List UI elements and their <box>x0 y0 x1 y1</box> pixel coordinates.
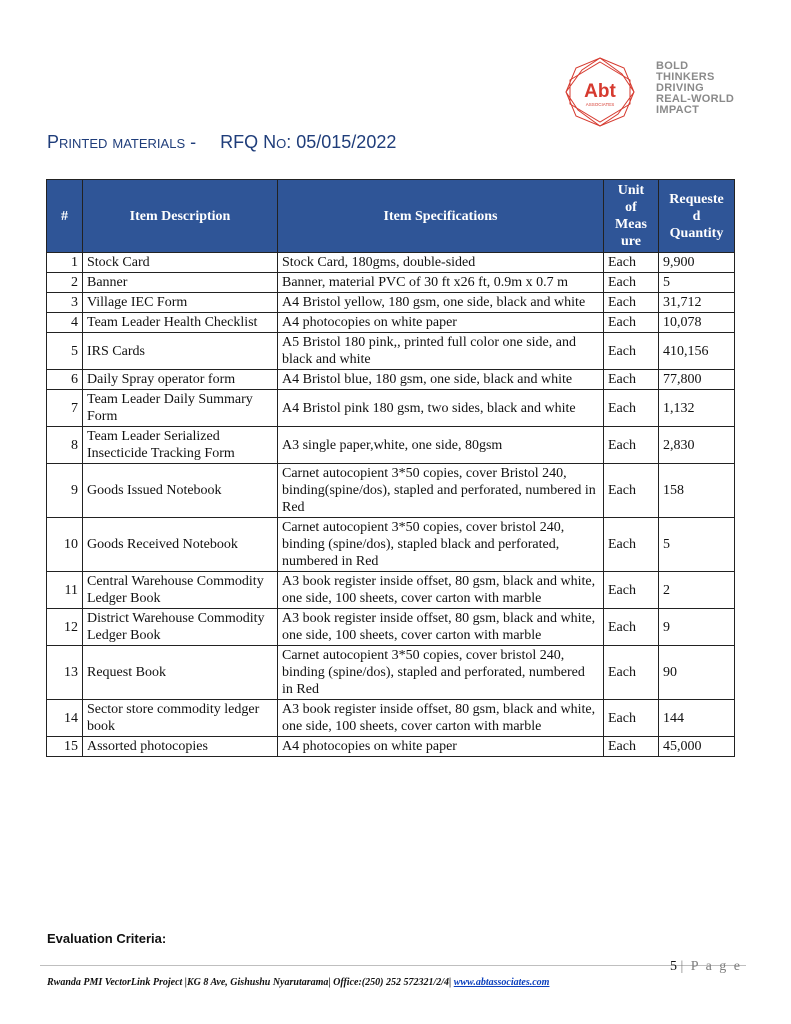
requested-quantity: 1,132 <box>659 390 735 427</box>
tagline: BOLD THINKERS DRIVING REAL-WORLD IMPACT <box>656 60 735 116</box>
item-description: Banner <box>83 273 278 293</box>
unit-of-measure: Each <box>604 390 659 427</box>
table-row <box>47 646 735 700</box>
requested-quantity: 90 <box>659 646 735 700</box>
item-specification: A3 book register inside offset, 80 gsm, black and white, one side, 100 sheets, cover carton with marble <box>278 609 604 646</box>
unit-of-measure: Each <box>604 427 659 464</box>
abt-seal-icon <box>564 56 636 128</box>
unit-of-measure: Each <box>604 572 659 609</box>
row-number: 8 <box>47 427 83 464</box>
item-description: Goods Received Notebook <box>83 518 278 572</box>
item-specification: A5 Bristol 180 pink,, printed full color one side, and black and white <box>278 333 604 370</box>
table-row <box>47 427 735 464</box>
row-number: 14 <box>47 700 83 737</box>
unit-of-measure: Each <box>604 333 659 370</box>
evaluation-criteria-heading: Evaluation Criteria: <box>47 931 167 946</box>
item-specification: A4 Bristol blue, 180 gsm, one side, black and white <box>278 370 604 390</box>
table-row <box>47 700 735 737</box>
item-specification: Carnet autocopient 3*50 copies, cover Bristol 240, binding(spine/dos), stapled and perforated, numbered in Red <box>278 464 604 518</box>
unit-of-measure: Each <box>604 370 659 390</box>
requested-quantity: 158 <box>659 464 735 518</box>
table-row <box>47 253 735 273</box>
item-specification: Stock Card, 180gms, double-sided <box>278 253 604 273</box>
row-number: 15 <box>47 737 83 757</box>
item-specification: A3 book register inside offset, 80 gsm, black and white, one side, 100 sheets, cover carton with marble <box>278 572 604 609</box>
requested-quantity: 9 <box>659 609 735 646</box>
item-specification: A4 Bristol yellow, 180 gsm, one side, black and white <box>278 293 604 313</box>
unit-of-measure: Each <box>604 609 659 646</box>
row-number: 12 <box>47 609 83 646</box>
unit-of-measure: Each <box>604 700 659 737</box>
requested-quantity: 31,712 <box>659 293 735 313</box>
table-row <box>47 572 735 609</box>
header-requested-quantity: Requeste d Quantity <box>659 180 735 253</box>
table-row <box>47 464 735 518</box>
row-number: 11 <box>47 572 83 609</box>
item-specification: A3 book register inside offset, 80 gsm, black and white, one side, 100 sheets, cover carton with marble <box>278 700 604 737</box>
table-row <box>47 370 735 390</box>
item-description: District Warehouse Commodity Ledger Book <box>83 609 278 646</box>
unit-of-measure: Each <box>604 464 659 518</box>
requested-quantity: 10,078 <box>659 313 735 333</box>
item-specification: Carnet autocopient 3*50 copies, cover bristol 240, binding (spine/dos), stapled black and perforated, numbered in Red <box>278 518 604 572</box>
table-row <box>47 518 735 572</box>
row-number: 7 <box>47 390 83 427</box>
footer-address: Rwanda PMI VectorLink Project |KG 8 Ave, Gishushu Nyarutarama| Office:(250) 252 572321/2/4| www.abtassociates.com <box>47 977 550 988</box>
item-specification: A4 photocopies on white paper <box>278 737 604 757</box>
table-header-row <box>47 180 735 253</box>
header-item-description: Item Description <box>83 180 278 253</box>
unit-of-measure: Each <box>604 313 659 333</box>
requested-quantity: 5 <box>659 518 735 572</box>
item-description: Daily Spray operator form <box>83 370 278 390</box>
item-description: Team Leader Health Checklist <box>83 313 278 333</box>
requested-quantity: 2 <box>659 572 735 609</box>
item-description: Village IEC Form <box>83 293 278 313</box>
item-specification: A4 photocopies on white paper <box>278 313 604 333</box>
item-description: Request Book <box>83 646 278 700</box>
item-specification: Carnet autocopient 3*50 copies, cover bristol 240, binding (spine/dos), stapled and perforated, numbered in Red <box>278 646 604 700</box>
requested-quantity: 5 <box>659 273 735 293</box>
requested-quantity: 45,000 <box>659 737 735 757</box>
unit-of-measure: Each <box>604 253 659 273</box>
unit-of-measure: Each <box>604 273 659 293</box>
unit-of-measure: Each <box>604 518 659 572</box>
item-description: Stock Card <box>83 253 278 273</box>
item-description: Central Warehouse Commodity Ledger Book <box>83 572 278 609</box>
table-row <box>47 333 735 370</box>
unit-of-measure: Each <box>604 646 659 700</box>
printed-materials-table <box>46 179 735 757</box>
item-description: IRS Cards <box>83 333 278 370</box>
item-specification: Banner, material PVC of 30 ft x26 ft, 0.9m x 0.7 m <box>278 273 604 293</box>
table-row <box>47 390 735 427</box>
unit-of-measure: Each <box>604 293 659 313</box>
item-specification: A3 single paper,white, one side, 80gsm <box>278 427 604 464</box>
table-row <box>47 293 735 313</box>
page-number: 5 | P a g e <box>670 959 742 974</box>
svg-text:ASSOCIATES: ASSOCIATES <box>585 102 615 107</box>
header-item-specifications: Item Specifications <box>278 180 604 253</box>
item-description: Team Leader Daily Summary Form <box>83 390 278 427</box>
requested-quantity: 144 <box>659 700 735 737</box>
row-number: 2 <box>47 273 83 293</box>
row-number: 3 <box>47 293 83 313</box>
requested-quantity: 9,900 <box>659 253 735 273</box>
requested-quantity: 77,800 <box>659 370 735 390</box>
item-description: Sector store commodity ledger book <box>83 700 278 737</box>
footer-divider <box>40 965 746 966</box>
row-number: 5 <box>47 333 83 370</box>
table-row <box>47 737 735 757</box>
row-number: 10 <box>47 518 83 572</box>
page-title: Printed materials - RFQ No: 05/015/2022 <box>47 132 397 152</box>
website-link[interactable]: www.abtassociates.com <box>453 977 550 988</box>
table-row <box>47 273 735 293</box>
item-description: Goods Issued Notebook <box>83 464 278 518</box>
abt-logo <box>564 56 754 126</box>
item-specification: A4 Bristol pink 180 gsm, two sides, black and white <box>278 390 604 427</box>
table-row <box>47 609 735 646</box>
row-number: 13 <box>47 646 83 700</box>
row-number: 4 <box>47 313 83 333</box>
row-number: 1 <box>47 253 83 273</box>
requested-quantity: 410,156 <box>659 333 735 370</box>
item-description: Assorted photocopies <box>83 737 278 757</box>
row-number: 6 <box>47 370 83 390</box>
unit-of-measure: Each <box>604 737 659 757</box>
header-number: # <box>47 180 83 253</box>
header-unit-of-measure: Unit of Meas ure <box>604 180 659 253</box>
item-description: Team Leader Serialized Insecticide Tracking Form <box>83 427 278 464</box>
requested-quantity: 2,830 <box>659 427 735 464</box>
table-row <box>47 313 735 333</box>
row-number: 9 <box>47 464 83 518</box>
svg-text:Abt: Abt <box>584 81 616 102</box>
